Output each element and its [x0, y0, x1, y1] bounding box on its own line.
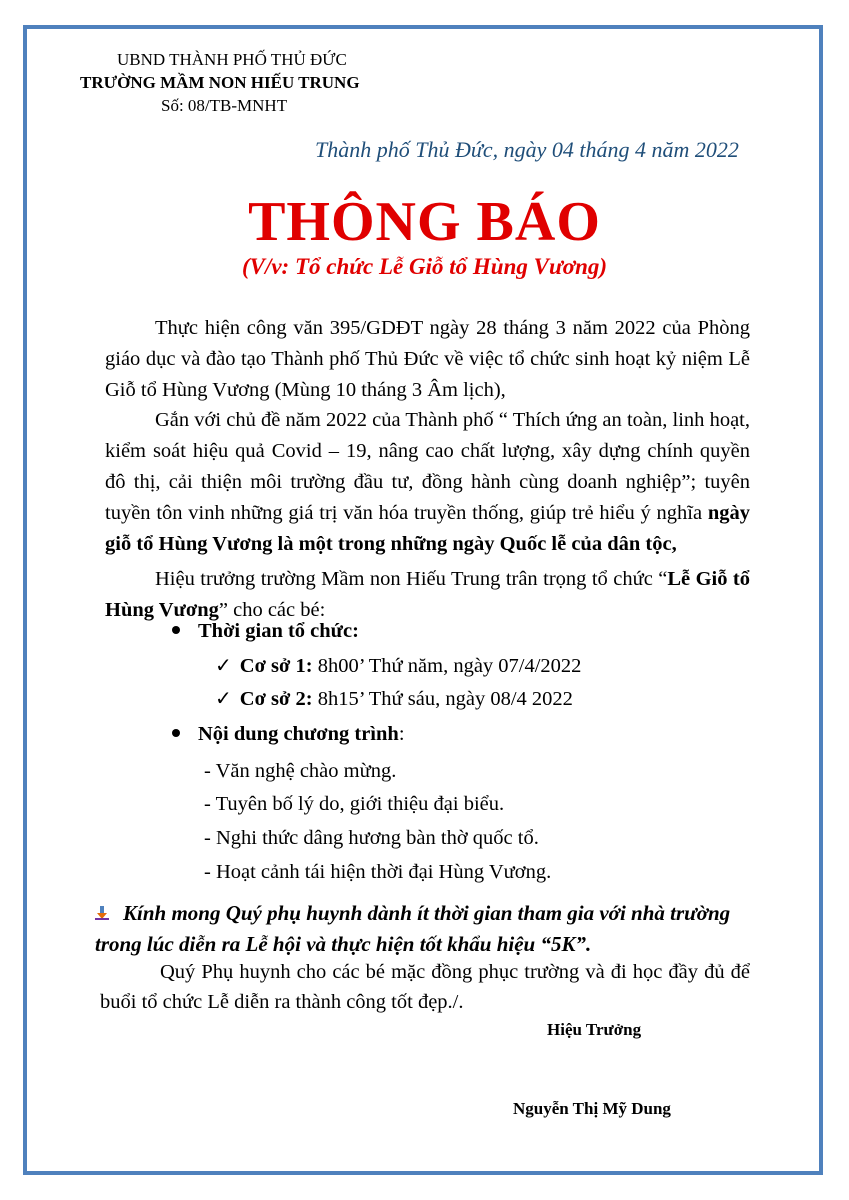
paragraph-theme-text: Gắn với chủ đề năm 2022 của Thành phố “ Thích ứng an toàn, linh hoạt, kiểm soát hiệu quả Covid – 19, nâng cao chất lượng, xây dựng chính quyền đô thị, cải thiện môi trường đầu tư, đồng hành cùng doanh nghiệp”; tuyên tuyền tôn vinh những giá trị văn hóa truyền thống, giúp trẻ hiểu ý nghĩa [105, 409, 750, 524]
schedule-item-label: Cơ sở 1: [239, 655, 313, 677]
school-name: TRƯỜNG MẦM NON HIẾU TRUNG [80, 73, 360, 92]
closing-text: Quý Phụ huynh cho các bé mặc đồng phục trường và đi học đầy đủ để buổi tổ chức Lễ diễn ra thành công tốt đẹp./. [100, 961, 750, 1013]
bullet-dot-icon [172, 729, 180, 737]
program-heading-suffix: : [398, 723, 405, 745]
announcement-text-start: Hiệu trưởng trường Mầm non Hiếu Trung trân trọng tổ chức “ [155, 568, 668, 590]
announcement-event-name: Lễ Giỗ tổ Hùng Vương [105, 568, 750, 621]
arrow-bullet-icon [95, 906, 109, 920]
closing-paragraph [100, 957, 750, 1017]
parent-invitation-note [95, 898, 755, 960]
program-item: - Tuyên bố lý do, giới thiệu đại biểu. [204, 793, 505, 815]
signatory-title: Hiệu Trưởng [547, 1020, 642, 1039]
issuing-authority: UBND THÀNH PHỐ THỦ ĐỨC [117, 50, 347, 69]
paragraph-theme-emphasis: ngày giỗ tổ Hùng Vương là một trong những ngày Quốc lễ của dân tộc, [105, 502, 750, 555]
checkmark-icon: ✓ [215, 688, 232, 710]
program-heading-text: Nội dung chương trình [198, 723, 399, 745]
paragraph-theme [105, 405, 750, 560]
program-item: - Hoạt cảnh tái hiện thời đại Hùng Vương. [204, 861, 552, 883]
program-item: - Nghi thức dâng hương bàn thờ quốc tổ. [204, 827, 539, 849]
paragraph-announcement [105, 564, 750, 626]
schedule-item-value: 8h15’ Thứ sáu, ngày 08/4 2022 [312, 688, 573, 710]
announcement-text-end: ” cho các bé: [218, 599, 326, 621]
signatory-name: Nguyễn Thị Mỹ Dung [513, 1099, 671, 1118]
page-title: THÔNG BÁO [248, 191, 601, 253]
paragraph-intro [105, 313, 750, 406]
parent-invitation-text: Kính mong Quý phụ huynh dành ít thời gian tham gia với nhà trường trong lúc diễn ra Lễ hội và thực hiện tốt khẩu hiệu “5K”. [95, 901, 731, 956]
program-item: - Văn nghệ chào mừng. [204, 760, 397, 782]
paragraph-intro-text: Thực hiện công văn 395/GDĐT ngày 28 tháng 3 năm 2022 của Phòng giáo dục và đào tạo Thành phố Thủ Đức về việc tổ chức sinh hoạt kỷ niệm Lễ Giỗ tổ Hùng Vương (Mùng 10 tháng 3 Âm lịch), [105, 317, 750, 401]
date-line: Thành phố Thủ Đức, ngày 04 tháng 4 năm 2022 [315, 137, 739, 162]
document-number: Số: 08/TB-MNHT [161, 96, 288, 115]
bullet-dot-icon [172, 626, 180, 634]
checkmark-icon: ✓ [215, 655, 232, 677]
schedule-item [215, 686, 573, 711]
program-heading [172, 723, 405, 746]
schedule-heading [172, 620, 359, 643]
schedule-heading-text: Thời gian tổ chức: [198, 620, 359, 642]
page-subtitle: (V/v: Tổ chức Lễ Giỗ tổ Hùng Vương) [241, 254, 608, 279]
schedule-item-label: Cơ sở 2: [239, 688, 313, 710]
schedule-item [215, 653, 581, 678]
schedule-item-value: 8h00’ Thứ năm, ngày 07/4/2022 [312, 655, 582, 677]
